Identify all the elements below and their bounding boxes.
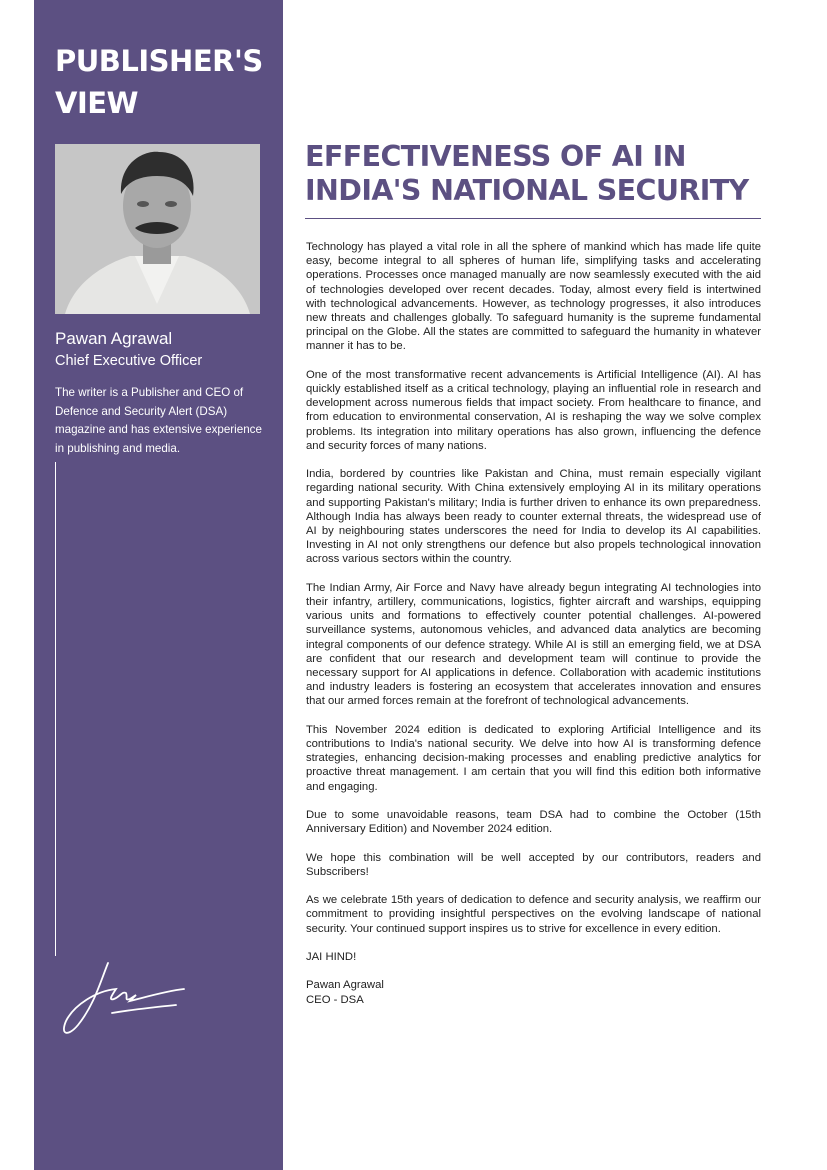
decorative-divider — [55, 462, 56, 956]
signoff-title: CEO - DSA — [306, 993, 364, 1006]
paragraph: As we celebrate 15th years of dedication to defence and security analysis, we reaffirm our commitment to providing insightful perspectives on the evolving landscape of national security. Your continued support inspires us to strive for excellence in every edition. — [306, 894, 761, 935]
paragraph: Technology has played a vital role in all the sphere of mankind which has made life quite easy, become integral to all spheres of human life, simplifying tasks and accelerating operations. Processes once managed manually are now seamlessly executed with the aid of technologies developed over recent decades. Today, almost every field is intertwined with technological advancements. However, as technology progresses, it also introduces new threats and challenges globally. To safeguard humanity is the supreme fundamental principal on the Globe. All the states are committed to safeguard the humanity in whatever manner it has to be. — [306, 241, 761, 353]
headline-line2: INDIA'S NATIONAL SECURITY — [305, 174, 749, 207]
headline-rule — [305, 218, 761, 219]
paragraph: Due to some unavoidable reasons, team DSA had to combine the October (15th Anniversary Edition) and November 2024 edition. — [306, 809, 761, 836]
paragraph: One of the most transformative recent advancements is Artificial Intelligence (AI). AI has quickly established itself as a critical technology, playing an influential role in research and development across numerous fields that impact society. From healthcare to finance, and from education to environmental conservation, AI is reshaping the way we solve complex problems. Its integration into military operations has also grown, influencing the defence and security forces of many nations. — [306, 368, 761, 452]
headline-line1: EFFECTIVENESS OF AI IN — [305, 140, 686, 173]
portrait-icon — [55, 144, 260, 314]
closing-slogan: JAI HIND! — [306, 951, 357, 964]
article-body — [306, 240, 761, 1021]
paragraph: This November 2024 edition is dedicated to exploring Artificial Intelligence and its contributions to India's national security. We delve into how AI is transforming defence strategies, enhancing decision-making processes and enabling predictive analytics for proactive threat management. I am certain that you will find this edition both informative and engaging. — [306, 723, 761, 793]
section-title-line1: PUBLISHER'S — [55, 44, 263, 78]
section-title — [55, 40, 263, 124]
author-name: Pawan Agrawal — [55, 329, 173, 348]
author-photo — [55, 144, 260, 314]
section-title-line2: VIEW — [55, 86, 139, 120]
signoff-name: Pawan Agrawal — [306, 979, 384, 992]
author-bio: The writer is a Publisher and CEO of Defence and Security Alert (DSA) magazine and has extensive experience in publishing and media. — [55, 386, 262, 456]
article-headline — [305, 140, 765, 208]
sidebar — [34, 0, 283, 1170]
signoff — [306, 978, 761, 1006]
author-role: Chief Executive Officer — [55, 353, 203, 369]
signature-icon — [56, 955, 191, 1040]
paragraph: The Indian Army, Air Force and Navy have already begun integrating AI technologies into their infantry, artillery, communications, logistics, fighter aircraft and warships, equipping various units and formations to effectively counter potential challenges. AI-powered surveillance systems, autonomous vehicles, and advanced data analytics are becoming integral components of our defence strategy. While AI is still an emerging field, we at DSA are confident that our research and development team will continue to provide the necessary support for AI applications in defence. Collaboration with academic institutions and industry leaders is fostering an ecosystem that accelerates innovation and ensures that our armed forces remain at the forefront of technological advancements. — [306, 581, 761, 708]
paragraph: India, bordered by countries like Pakistan and China, must remain especially vigilant regarding national security. With China extensively employing AI in its military operations and supporting Pakistan's military; India is further driven to enhance its own preparedness. Although India has always been ready to counter external threats, the widespread use of AI by neighbouring states underscores the need for India to develop its AI capabilities. Investing in AI not only strengthens our defence but also propels technological innovation across various sectors within the country. — [306, 468, 761, 566]
paragraph: We hope this combination will be well accepted by our contributors, readers and Subscribers! — [306, 851, 761, 878]
